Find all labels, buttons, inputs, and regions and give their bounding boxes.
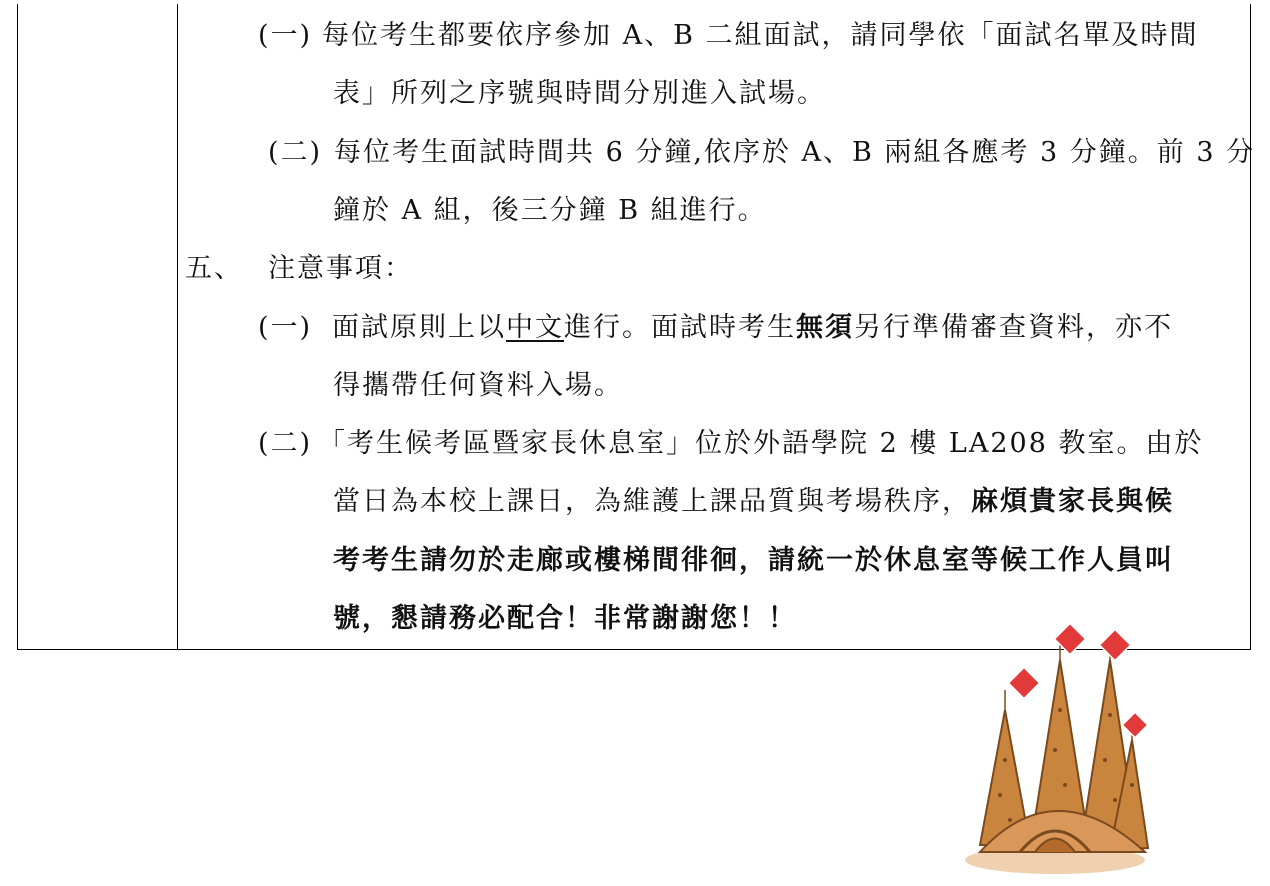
note-text-line: 當日為本校上課日，為維護上課品質與考場秩序，麻煩貴家長與候 — [333, 486, 1174, 517]
note-text-line: 面試原則上以中文進行。面試時考生無須另行準備審查資料，亦不 — [332, 312, 1173, 343]
section-title: 注意事項： — [268, 253, 413, 284]
section-number: 五、 — [185, 253, 243, 284]
note-text-line: 得攜帶任何資料入場。 — [333, 370, 623, 401]
note-number: (一) — [258, 312, 313, 343]
item-text-line: 每位考生面試時間共 6 分鐘,依序於 A、B 兩組各應考 3 分鐘。前 3 分 — [334, 137, 1256, 168]
castle-illustration-icon — [960, 620, 1150, 882]
note-text-line-bold: 考考生請勿於走廊或樓梯間徘徊，請統一於休息室等候工作人員叫 — [333, 545, 1174, 576]
note-text-line-bold: 號，懇請務必配合！非常謝謝您！！ — [333, 603, 797, 634]
underlined-text: 中文 — [506, 312, 564, 343]
item-text-line: 鐘於 A 組，後三分鐘 B 組進行。 — [333, 195, 767, 226]
item-text-line: 表」所列之序號與時間分別進入試場。 — [333, 78, 826, 109]
item-text-line: 每位考生都要依序參加 A、B 二組面試，請同學依「面試名單及時間 — [322, 20, 1199, 51]
note-number: (二) — [258, 428, 313, 459]
table-left-cell — [18, 4, 178, 649]
bold-text: 無須 — [796, 312, 854, 343]
item-number: (二) — [268, 137, 323, 168]
item-number: (一) — [258, 20, 313, 51]
bold-text: 麻煩貴家長與候 — [971, 486, 1174, 517]
note-text-line: 「考生候考區暨家長休息室」位於外語學院 2 樓 LA208 教室。由於 — [318, 428, 1204, 459]
